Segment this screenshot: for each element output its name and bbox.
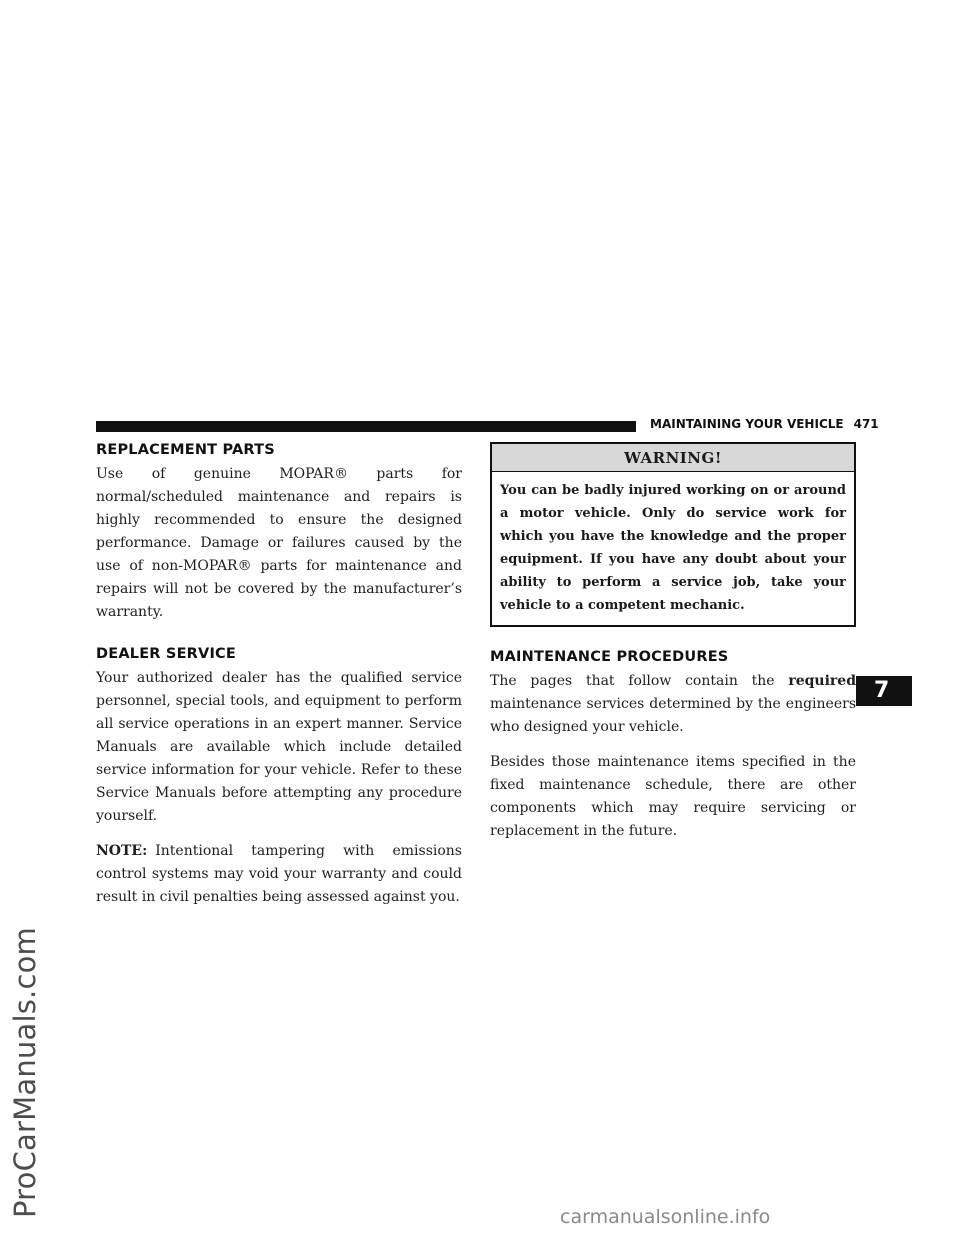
text-fragment: maintenance services determined by the engineers who designed your vehicle. [490, 696, 856, 735]
note-label: NOTE: [96, 843, 148, 859]
chapter-tab: 7 [856, 676, 912, 706]
heading-replacement-parts: REPLACEMENT PARTS [96, 442, 275, 458]
left-column [96, 442, 462, 921]
maintenance-procedures-text-1 [490, 670, 856, 739]
heading-dealer-service: DEALER SERVICE [96, 646, 236, 662]
note-text: Intentional tampering with emissions control systems may void your warranty and could result in civil penalties being assessed against you. [96, 843, 462, 905]
header-title: MAINTAINING YOUR VEHICLE [650, 417, 844, 431]
maintenance-procedures-text-2: Besides those maintenance items specified in the fixed maintenance schedule, there are other components which may require servicing or replacement in the future. [490, 754, 856, 839]
required-emphasis: required [788, 673, 856, 689]
warning-text: You can be badly injured working on or around a motor vehicle. Only do service work for which you have the knowledge and the proper equipment. If you have any doubt about your ability to perform a service job, take your vehicle to a competent mechanic. [500, 483, 846, 613]
footer-watermark: carmanualsonline.info [560, 1206, 771, 1228]
note-paragraph [96, 840, 462, 909]
page-number: 471 [853, 417, 879, 431]
replacement-parts-text: Use of genuine MOPAR® parts for normal/scheduled maintenance and repairs is highly recommended to ensure the designed performance. Damage or failures caused by the use of non-MOPAR® parts for maintenance and repairs will not be covered by the manufacturer’s warranty. [96, 466, 462, 620]
heading-maintenance-procedures: MAINTENANCE PROCEDURES [490, 649, 729, 665]
dealer-service-text: Your authorized dealer has the qualified service personnel, special tools, and equipment to perform all service operations in an expert manner. Service Manuals are available which include detailed service information for your vehicle. Refer to these Service Manuals before attempting any procedure yourself. [96, 670, 462, 824]
text-fragment: The pages that follow contain the [490, 673, 789, 689]
running-header [650, 417, 879, 431]
warning-title: WARNING! [492, 444, 854, 472]
header-rule [96, 421, 636, 432]
warning-box [490, 442, 856, 627]
side-watermark: ProCarManuals.com [8, 927, 42, 1218]
right-column [490, 442, 856, 855]
